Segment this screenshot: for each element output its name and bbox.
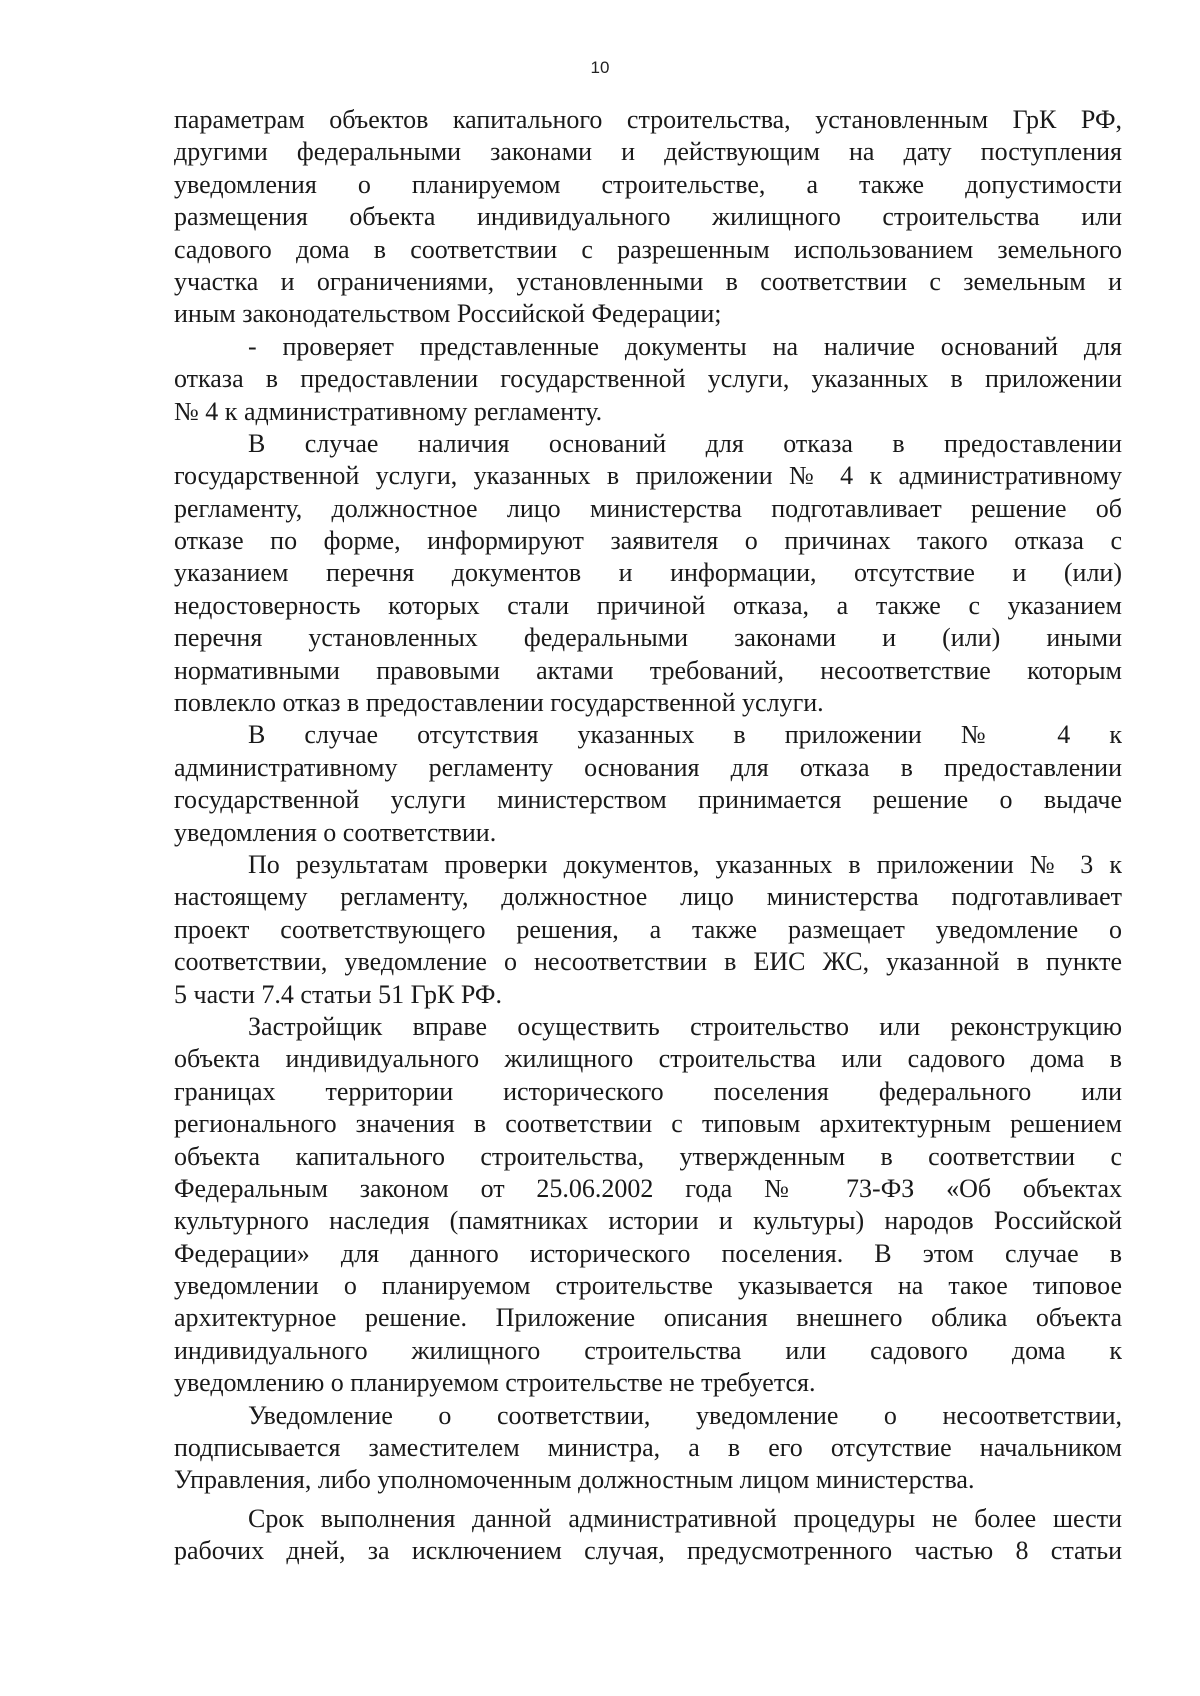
paragraph (174, 428, 1122, 720)
text-line: отказа в предоставлении государственной услуги, указанных в приложении (174, 364, 1122, 394)
text-line: уведомления о планируемом строительстве, а также допустимости (174, 169, 1122, 199)
text-line: повлекло отказ в предоставлении государственной услуги. (174, 688, 824, 718)
text-line: проект соответствующего решения, а также размещает уведомление о (174, 914, 1122, 944)
text-line: индивидуального жилищного строительства или садового дома к (174, 1335, 1122, 1365)
text-line: иным законодательством Российской Федерации; (174, 299, 722, 329)
text-line: В случае отсутствия указанных в приложении № 4 к (248, 720, 1122, 750)
text-line: Федерации» для данного исторического поселения. В этом случае в (174, 1238, 1122, 1268)
paragraph (174, 719, 1122, 849)
text-line: По результатам проверки документов, указанных в приложении № 3 к (248, 849, 1122, 879)
text-line: регионального значения в соответствии с типовым архитектурным решением (174, 1109, 1122, 1139)
text-line: Федеральным законом от 25.06.2002 года № 73-ФЗ «Об объектах (174, 1173, 1122, 1203)
text-line: подписывается заместителем министра, а в его отсутствие начальником (174, 1433, 1122, 1463)
text-line: - проверяет представленные документы на наличие оснований для (248, 331, 1122, 361)
text-line: нормативными правовыми актами требований, несоответствие которым (174, 655, 1122, 685)
text-line: настоящему регламенту, должностное лицо министерства подготавливает (174, 882, 1122, 912)
text-line: регламенту, должностное лицо министерства подготавливает решение об (174, 493, 1122, 523)
text-line: В случае наличия оснований для отказа в предоставлении (248, 428, 1122, 458)
text-line: уведомлению о планируемом строительстве не требуется. (174, 1368, 816, 1398)
text-line: отказе по форме, информируют заявителя о причинах такого отказа с (174, 526, 1122, 556)
document-body (174, 104, 1122, 1568)
paragraph (174, 1503, 1122, 1568)
text-line: параметрам объектов капитального строительства, установленным ГрК РФ, (174, 105, 1122, 134)
paragraph (174, 1400, 1122, 1497)
paragraph (174, 104, 1122, 331)
text-line: участка и ограничениями, установленными в соответствии с земельным и (174, 266, 1122, 296)
text-line: объекта индивидуального жилищного строительства или садового дома в (174, 1044, 1122, 1074)
text-line: перечня установленных федеральными законами и (или) иными (174, 623, 1122, 653)
text-line: № 4 к административному регламенту. (174, 396, 603, 426)
text-line: уведомлении о планируемом строительстве указывается на такое типовое (174, 1271, 1122, 1301)
text-line: размещения объекта индивидуального жилищного строительства или (174, 202, 1122, 232)
text-line: объекта капитального строительства, утвержденным в соответствии с (174, 1141, 1122, 1171)
text-line: административному регламенту основания для отказа в предоставлении (174, 752, 1122, 782)
text-line: Управления, либо уполномоченным должностным лицом министерства. (174, 1465, 975, 1495)
text-line: другими федеральными законами и действующим на дату поступления (174, 137, 1122, 167)
text-line: государственной услуги министерством принимается решение о выдаче (174, 785, 1122, 815)
text-line: садового дома в соответствии с разрешенным использованием земельного (174, 234, 1122, 264)
page-number: 10 (590, 58, 610, 77)
paragraph (174, 1011, 1122, 1400)
text-line: рабочих дней, за исключением случая, предусмотренного частью 8 статьи (174, 1536, 1122, 1566)
text-line: Уведомление о соответствии, уведомление о несоответствии, (248, 1400, 1122, 1430)
text-line: недостоверность которых стали причиной отказа, а также с указанием (174, 590, 1122, 620)
paragraph (174, 849, 1122, 1011)
text-line: Застройщик вправе осуществить строительство или реконструкцию (248, 1011, 1122, 1041)
text-line: государственной услуги, указанных в приложении № 4 к административному (174, 461, 1122, 491)
text-line: культурного наследия (памятниках истории и культуры) народов Российской (174, 1206, 1122, 1236)
text-line: архитектурное решение. Приложение описания внешнего облика объекта (174, 1303, 1122, 1333)
text-line: 5 части 7.4 статьи 51 ГрК РФ. (174, 979, 502, 1009)
text-line: указанием перечня документов и информации, отсутствие и (или) (174, 558, 1122, 588)
text-line: Срок выполнения данной административной процедуры не более шести (248, 1503, 1122, 1533)
paragraph (174, 331, 1122, 428)
text-line: уведомления о соответствии. (174, 817, 497, 847)
text-line: границах территории исторического поселения федерального или (174, 1076, 1122, 1106)
text-line: соответствии, уведомление о несоответствии в ЕИС ЖС, указанной в пункте (174, 947, 1122, 977)
